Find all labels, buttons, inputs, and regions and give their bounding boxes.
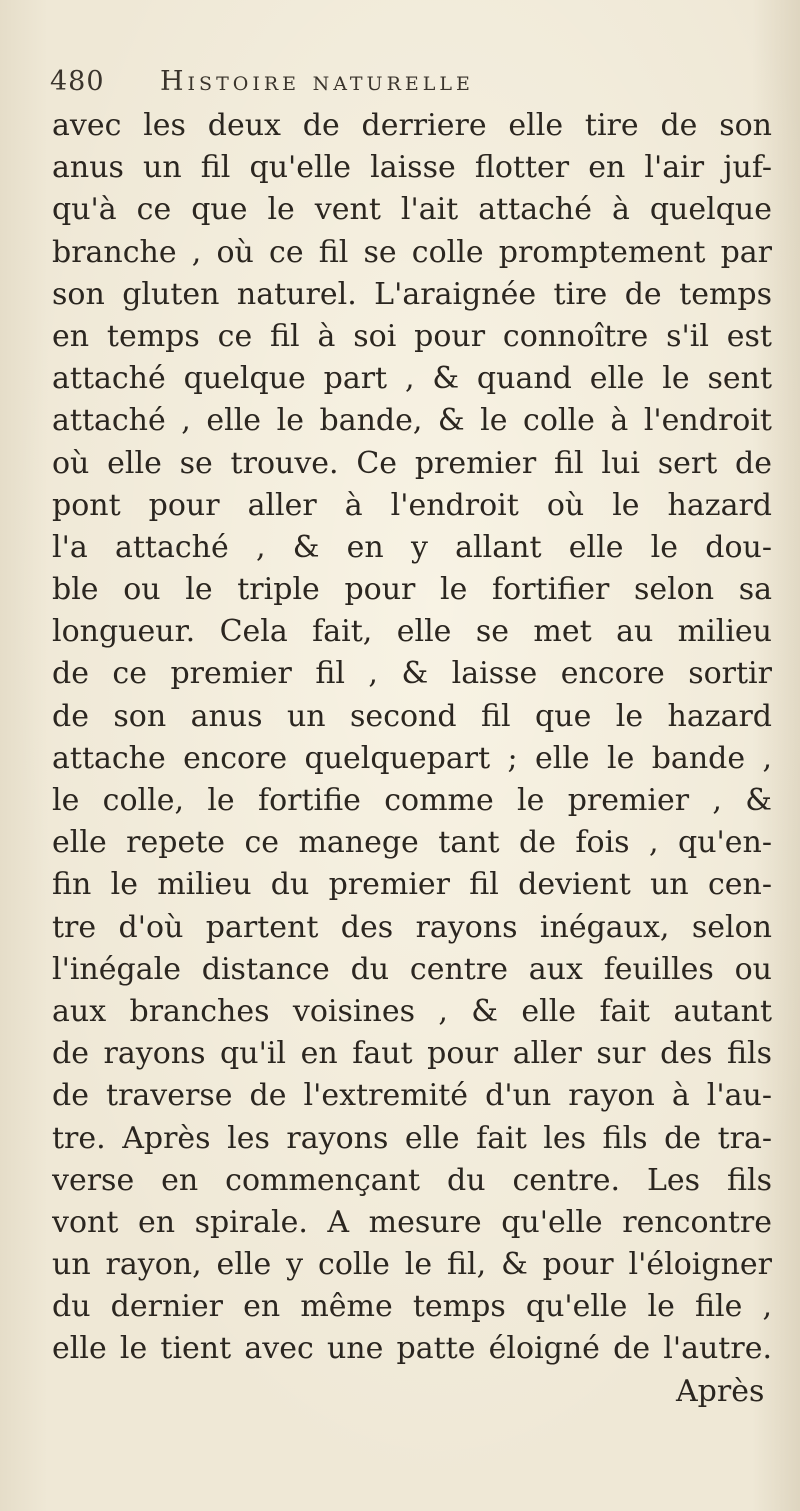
text-line: son gluten naturel. L'araignée tire de temps: [52, 276, 772, 312]
text-line: tre d'où partent des rayons inégaux, selon: [52, 909, 772, 945]
text-line: un rayon, elle y colle le fil, & pour l'éloigner: [52, 1247, 772, 1283]
text-line: qu'à ce que le vent l'ait attaché à quelque: [52, 192, 772, 228]
text-line: verse en commençant du centre. Les fils: [52, 1162, 772, 1198]
text-line: où elle se trouve. Ce premier fil lui sert de: [52, 445, 772, 481]
text-line: aux branches voisines , & elle fait autant: [52, 993, 772, 1029]
text-line: vont en spirale. A mesure qu'elle rencontre: [52, 1204, 772, 1240]
text-line: ble ou le triple pour le fortifier selon sa: [52, 572, 772, 608]
text-line: du dernier en même temps qu'elle le file ,: [52, 1289, 772, 1325]
running-title: Histoire naturelle: [160, 66, 474, 97]
text-line: l'inégale distance du centre aux feuilles ou: [52, 951, 772, 987]
text-line: pont pour aller à l'endroit où le hazard: [52, 487, 772, 523]
catchword: Après: [676, 1374, 765, 1409]
body-text: [52, 105, 772, 1371]
text-line: elle le tient avec une patte éloigné de l'autre.: [52, 1331, 772, 1367]
page-number: 480: [50, 66, 105, 97]
text-line: le colle, le fortifie comme le premier , &: [52, 783, 772, 818]
text-line: l'a attaché , & en y allant elle le dou-: [52, 529, 772, 565]
text-line: en temps ce fil à soi pour connoître s'il est: [52, 318, 772, 354]
text-line: attache encore quelquepart ; elle le bande ,: [52, 740, 772, 776]
text-line: attaché , elle le bande, & le colle à l'endroit: [52, 403, 772, 439]
text-line: de son anus un second fil que le hazard: [52, 698, 772, 734]
text-line: tre. Après les rayons elle fait les fils de tra-: [52, 1120, 772, 1156]
text-line: longueur. Cela fait, elle se met au milieu: [52, 614, 772, 650]
running-head: [50, 66, 690, 106]
text-line: branche , où ce fil se colle promptement par: [52, 234, 772, 270]
text-line: attaché quelque part , & quand elle le sent: [52, 361, 772, 397]
text-line: de ce premier fil , & laisse encore sortir: [52, 656, 772, 692]
text-line: elle repete ce manege tant de fois , qu'en-: [52, 825, 772, 861]
text-line: de traverse de l'extremité d'un rayon à l'au-: [52, 1078, 772, 1114]
text-line: de rayons qu'il en faut pour aller sur des fils: [52, 1036, 772, 1072]
text-line: avec les deux de derriere elle tire de son: [52, 108, 772, 143]
text-line: anus un fil qu'elle laisse flotter en l'air juf-: [52, 150, 772, 186]
text-line: fin le milieu du premier fil devient un cen-: [52, 867, 772, 903]
